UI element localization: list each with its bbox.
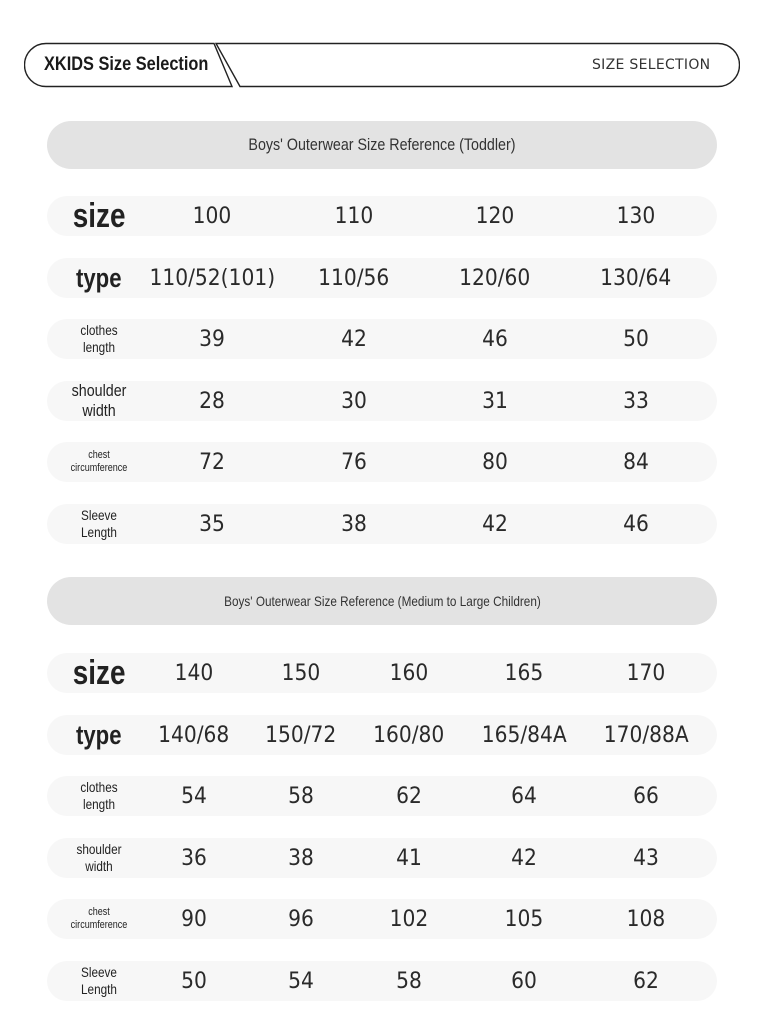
table-cell: 102 xyxy=(389,906,429,932)
row-label: shoulder width xyxy=(71,380,127,420)
table-cell: 42 xyxy=(511,845,537,871)
table-cell: 42 xyxy=(482,511,508,537)
table-cell: 160/80 xyxy=(373,722,445,748)
table-cell: 54 xyxy=(288,968,314,994)
brand-title: XKIDS Size Selection xyxy=(44,54,209,75)
table-cell: 76 xyxy=(341,449,367,475)
table-cell: 108 xyxy=(626,906,666,932)
table-cell: 150/72 xyxy=(265,722,337,748)
table-row-chest-circumference xyxy=(47,899,717,939)
table-cell: 165 xyxy=(504,660,544,686)
section-title-text: Boys' Outerwear Size Reference (Toddler) xyxy=(248,135,516,154)
table-row-size xyxy=(47,653,717,693)
row-label: Sleeve Length xyxy=(81,507,117,540)
table-cell: 66 xyxy=(633,783,659,809)
row-label: Sleeve Length xyxy=(81,964,117,997)
section-title-medium-large xyxy=(47,577,717,625)
table-row-shoulder-width xyxy=(47,838,717,878)
table-cell: 130 xyxy=(616,203,656,229)
table-cell: 62 xyxy=(633,968,659,994)
brand-subtitle: SIZE SELECTION xyxy=(592,57,711,73)
table-cell: 160 xyxy=(389,660,429,686)
page-header xyxy=(24,42,740,88)
table-cell: 60 xyxy=(511,968,537,994)
table-cell: 43 xyxy=(633,845,659,871)
table-cell: 28 xyxy=(199,388,225,414)
table-cell: 58 xyxy=(288,783,314,809)
table-cell: 50 xyxy=(181,968,207,994)
table-cell: 62 xyxy=(396,783,422,809)
table-row-sleeve-length xyxy=(47,504,717,544)
table-cell: 39 xyxy=(199,326,225,352)
row-label: chest circumference xyxy=(70,905,128,931)
table-row-clothes-length xyxy=(47,776,717,816)
table-row-size xyxy=(47,196,717,236)
table-cell: 140 xyxy=(174,660,214,686)
table-cell: 33 xyxy=(623,388,649,414)
table-cell: 84 xyxy=(623,449,649,475)
table-cell: 58 xyxy=(396,968,422,994)
table-cell: 31 xyxy=(482,388,508,414)
table-row-chest-circumference xyxy=(47,442,717,482)
table-cell: 46 xyxy=(482,326,508,352)
table-cell: 38 xyxy=(288,845,314,871)
row-label: type xyxy=(76,262,122,293)
table-cell: 41 xyxy=(396,845,422,871)
table-cell: 170/88A xyxy=(603,722,689,748)
section-title-text: Boys' Outerwear Size Reference (Medium to Large Children) xyxy=(223,593,541,609)
table-cell: 110/56 xyxy=(318,265,390,291)
row-label: type xyxy=(76,719,122,750)
table-cell: 110/52(101) xyxy=(149,265,275,291)
table-cell: 36 xyxy=(181,845,207,871)
table-row-sleeve-length xyxy=(47,961,717,1001)
table-cell: 165/84A xyxy=(481,722,567,748)
table-cell: 90 xyxy=(181,906,207,932)
table-cell: 96 xyxy=(288,906,314,932)
row-label: size xyxy=(72,653,126,692)
row-label: chest circumference xyxy=(70,448,128,474)
table-cell: 120/60 xyxy=(459,265,531,291)
table-cell: 38 xyxy=(341,511,367,537)
table-cell: 105 xyxy=(504,906,544,932)
table-row-type xyxy=(47,715,717,755)
row-label: shoulder width xyxy=(76,841,122,874)
table-cell: 80 xyxy=(482,449,508,475)
table-cell: 30 xyxy=(341,388,367,414)
table-cell: 120 xyxy=(475,203,515,229)
table-row-clothes-length xyxy=(47,319,717,359)
table-row-shoulder-width xyxy=(47,381,717,421)
row-label: size xyxy=(72,196,126,235)
table-cell: 72 xyxy=(199,449,225,475)
table-cell: 64 xyxy=(511,783,537,809)
table-cell: 100 xyxy=(192,203,232,229)
table-cell: 150 xyxy=(281,660,321,686)
table-cell: 50 xyxy=(623,326,649,352)
section-title-toddler xyxy=(47,121,717,169)
table-row-type xyxy=(47,258,717,298)
table-cell: 170 xyxy=(626,660,666,686)
table-cell: 35 xyxy=(199,511,225,537)
table-cell: 140/68 xyxy=(158,722,230,748)
table-cell: 110 xyxy=(334,203,374,229)
row-label: clothes length xyxy=(80,322,118,355)
table-cell: 46 xyxy=(623,511,649,537)
table-cell: 130/64 xyxy=(600,265,672,291)
table-cell: 42 xyxy=(341,326,367,352)
table-cell: 54 xyxy=(181,783,207,809)
row-label: clothes length xyxy=(80,779,118,812)
